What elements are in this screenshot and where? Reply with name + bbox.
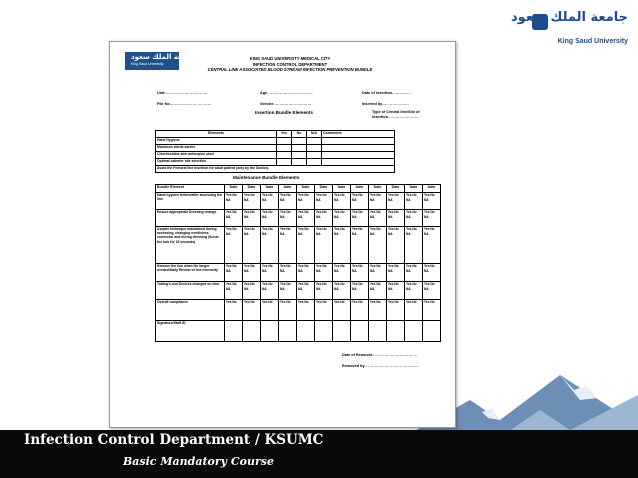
maintenance-header-date: Date — [369, 185, 387, 193]
maintenance-option-cell: Yes No — [423, 300, 441, 321]
maintenance-option-cell: Yes No NA — [243, 193, 261, 210]
maintenance-row — [156, 193, 441, 210]
maintenance-option-cell: Yes No NA — [297, 210, 315, 227]
maintenance-option-cell: Yes No NA — [387, 227, 405, 264]
footer-title: Infection Control Department / KSUMC — [24, 432, 324, 448]
maintenance-option-cell: Yes No NA — [279, 282, 297, 300]
maintenance-option-cell: Yes No NA — [333, 227, 351, 264]
maintenance-option-cell: Yes No NA — [225, 227, 243, 264]
maintenance-option-cell — [423, 321, 441, 342]
form-header — [190, 56, 390, 73]
maintenance-row-label: Ensure appropriate Dressing change — [156, 210, 225, 227]
insertion-row — [156, 145, 395, 152]
maintenance-option-cell: Yes No NA — [315, 193, 333, 210]
maintenance-option-cell: Yes No NA — [405, 282, 423, 300]
maintenance-header-date: Date — [261, 185, 279, 193]
logo-arabic-text: جامعة الملك سعود — [511, 10, 628, 25]
unit-field: Unit:…………………………… — [157, 91, 208, 95]
maintenance-option-cell: Yes No NA — [423, 264, 441, 282]
maintenance-option-cell: Yes No — [315, 300, 333, 321]
maintenance-option-cell: Yes No NA — [225, 210, 243, 227]
maintenance-header-date: Date — [225, 185, 243, 193]
maintenance-option-cell: Yes No NA — [279, 227, 297, 264]
maintenance-option-cell: Yes No — [243, 300, 261, 321]
insertion-row-label: Optimal catheter site selection — [156, 159, 277, 166]
insertion-header-yes: Yes — [277, 131, 292, 138]
maintenance-option-cell: Yes No NA — [225, 264, 243, 282]
maintenance-option-cell: Yes No NA — [333, 193, 351, 210]
maintenance-row-label: Overall compliance — [156, 300, 225, 321]
form-logo — [125, 52, 194, 70]
maintenance-option-cell: Yes No NA — [423, 193, 441, 210]
maintenance-option-cell: Yes No NA — [315, 227, 333, 264]
file-no-field: File No…………………………… — [157, 102, 212, 106]
maintenance-option-cell — [405, 321, 423, 342]
maintenance-option-cell: Yes No NA — [405, 227, 423, 264]
maintenance-option-cell: Yes No NA — [387, 193, 405, 210]
maintenance-option-cell: Yes No NA — [369, 210, 387, 227]
maintenance-option-cell: Yes No NA — [405, 193, 423, 210]
maintenance-table — [155, 184, 441, 342]
maintenance-option-cell — [351, 321, 369, 342]
maintenance-option-cell: Yes No NA — [405, 264, 423, 282]
maintenance-option-cell: Yes No NA — [405, 210, 423, 227]
maintenance-option-cell: Yes No — [225, 300, 243, 321]
maintenance-header-date: Date — [297, 185, 315, 193]
logo-english-text: King Saud University — [557, 38, 628, 45]
maintenance-header-date: Date — [351, 185, 369, 193]
maintenance-option-cell: Yes No NA — [261, 282, 279, 300]
university-logo — [511, 8, 630, 52]
maintenance-option-cell: Yes No — [405, 300, 423, 321]
maintenance-option-cell — [297, 321, 315, 342]
age-field: Age……………………………… — [260, 91, 313, 95]
insertion-row-label: Chlorhexidine skin antisepsis used — [156, 152, 277, 159]
maintenance-option-cell: Yes No NA — [333, 264, 351, 282]
maintenance-option-cell: Yes No — [333, 300, 351, 321]
form-header-line1: KING SAUD UNIVERSITY MEDICAL CITY — [249, 56, 331, 61]
removed-by-field: Removed by …………………………………… — [342, 364, 419, 368]
footer-subtitle: Basic Mandatory Course — [123, 455, 274, 468]
insertion-title: Insertion Bundle Elements — [255, 110, 313, 115]
maintenance-option-cell: Yes No NA — [315, 264, 333, 282]
maintenance-option-cell: Yes No NA — [279, 210, 297, 227]
maintenance-option-cell: Yes No NA — [351, 210, 369, 227]
maintenance-row-label: Hand hygiene before/after accessing the line — [156, 193, 225, 210]
insertion-row — [156, 138, 395, 145]
maintenance-row — [156, 227, 441, 264]
insertion-row-label: Avoid the Femoral line insertion for adult patient (only by the Doctor). — [156, 166, 395, 173]
insertion-row-label: Hand Hygiene — [156, 138, 277, 145]
maintenance-option-cell: Yes No NA — [225, 193, 243, 210]
maintenance-option-cell: Yes No — [351, 300, 369, 321]
maintenance-option-cell: Yes No NA — [387, 264, 405, 282]
maintenance-option-cell — [279, 321, 297, 342]
maintenance-option-cell: Yes No NA — [351, 264, 369, 282]
insertion-row-label: Maximum sterile barrier — [156, 145, 277, 152]
maintenance-option-cell: Yes No NA — [423, 282, 441, 300]
maintenance-row — [156, 282, 441, 300]
maintenance-option-cell: Yes No NA — [351, 282, 369, 300]
maintenance-option-cell: Yes No NA — [351, 227, 369, 264]
insertion-row — [156, 166, 395, 173]
insertion-table — [155, 130, 395, 173]
maintenance-option-cell: Yes No NA — [423, 227, 441, 264]
maintenance-option-cell: Yes No NA — [225, 282, 243, 300]
maintenance-option-cell — [333, 321, 351, 342]
form-logo-english: King Saud University — [131, 62, 164, 66]
maintenance-option-cell: Yes No — [297, 300, 315, 321]
maintenance-option-cell: Yes No NA — [423, 210, 441, 227]
maintenance-row — [156, 300, 441, 321]
maintenance-option-cell: Yes No NA — [387, 210, 405, 227]
date-insertion-field: Date of insertion…………… — [362, 91, 411, 95]
maintenance-option-cell: Yes No NA — [351, 193, 369, 210]
inserted-by-field: Inserted by………………… — [362, 102, 409, 106]
maintenance-header-date: Date — [387, 185, 405, 193]
maintenance-option-cell: Yes No NA — [333, 282, 351, 300]
insertion-header-comments: Comments — [322, 131, 395, 138]
maintenance-option-cell: Yes No NA — [297, 264, 315, 282]
maintenance-option-cell: Yes No NA — [261, 264, 279, 282]
maintenance-option-cell: Yes No NA — [243, 282, 261, 300]
maintenance-row-label: Signature/Staff ID — [156, 321, 225, 342]
insertion-header-row — [156, 131, 395, 138]
gender-field: Gender………………………… — [260, 102, 312, 106]
maintenance-option-cell: Yes No NA — [315, 210, 333, 227]
maintenance-option-cell: Yes No NA — [261, 210, 279, 227]
maintenance-row — [156, 321, 441, 342]
maintenance-header-date: Date — [243, 185, 261, 193]
maintenance-row — [156, 210, 441, 227]
maintenance-option-cell: Yes No NA — [279, 264, 297, 282]
maintenance-header-element: Bundle Element — [156, 185, 225, 193]
maintenance-option-cell: Yes No — [387, 300, 405, 321]
maintenance-option-cell: Yes No NA — [243, 210, 261, 227]
maintenance-header-date: Date — [423, 185, 441, 193]
maintenance-header-date: Date — [333, 185, 351, 193]
maintenance-option-cell: Yes No — [261, 300, 279, 321]
maintenance-option-cell: Yes No NA — [297, 282, 315, 300]
maintenance-option-cell — [387, 321, 405, 342]
maintenance-header-date: Date — [279, 185, 297, 193]
maintenance-row-label: Remove the line when No longer needed/Daily Review of line necessity — [156, 264, 225, 282]
maintenance-row-label: Tubing's and Devices changed on time — [156, 282, 225, 300]
maintenance-option-cell: Yes No NA — [297, 227, 315, 264]
maintenance-option-cell — [261, 321, 279, 342]
maintenance-option-cell: Yes No NA — [387, 282, 405, 300]
maintenance-option-cell: Yes No NA — [369, 193, 387, 210]
insertion-row — [156, 152, 395, 159]
maintenance-option-cell: Yes No — [369, 300, 387, 321]
maintenance-option-cell: Yes No NA — [297, 193, 315, 210]
maintenance-option-cell: Yes No NA — [333, 210, 351, 227]
bundle-form-document — [109, 41, 456, 428]
maintenance-option-cell: Yes No NA — [243, 264, 261, 282]
maintenance-row-label: Aseptic technique maintained during accessing, changing needleless connector and during dressing (Scrub the hub for 15 seconds) — [156, 227, 225, 264]
maintenance-option-cell — [369, 321, 387, 342]
insertion-header-elements: Elements — [156, 131, 277, 138]
insertion-row — [156, 159, 395, 166]
insertion-header-na: N/A — [307, 131, 322, 138]
maintenance-option-cell: Yes No NA — [369, 227, 387, 264]
form-logo-arabic: جامعة الملك سعود — [131, 53, 194, 61]
maintenance-row — [156, 264, 441, 282]
maintenance-option-cell — [225, 321, 243, 342]
maintenance-header-date: Date — [315, 185, 333, 193]
maintenance-option-cell — [243, 321, 261, 342]
maintenance-header-date: Date — [405, 185, 423, 193]
maintenance-option-cell: Yes No — [279, 300, 297, 321]
date-removal-field: Date of Removal……………………………… — [342, 353, 418, 357]
maintenance-option-cell: Yes No NA — [243, 227, 261, 264]
form-header-line2: INFECTION CONTROL DEPARTMENT — [252, 61, 328, 67]
maintenance-header-row — [156, 185, 441, 193]
maintenance-option-cell: Yes No NA — [369, 264, 387, 282]
maintenance-option-cell: Yes No NA — [315, 282, 333, 300]
form-header-line3: CENTRAL LINE ASSOCIATED BLOOD STREAM INFECTION PREVENTION BUNDLE — [207, 67, 373, 73]
maintenance-option-cell: Yes No NA — [369, 282, 387, 300]
maintenance-title: Maintenance Bundle Elements — [233, 175, 300, 180]
maintenance-option-cell — [315, 321, 333, 342]
insertion-header-no: No — [292, 131, 307, 138]
type-line-field: Type of Central line/Site of Insertion…………………… — [372, 110, 420, 119]
maintenance-option-cell: Yes No NA — [261, 193, 279, 210]
maintenance-option-cell: Yes No NA — [279, 193, 297, 210]
maintenance-option-cell: Yes No NA — [261, 227, 279, 264]
